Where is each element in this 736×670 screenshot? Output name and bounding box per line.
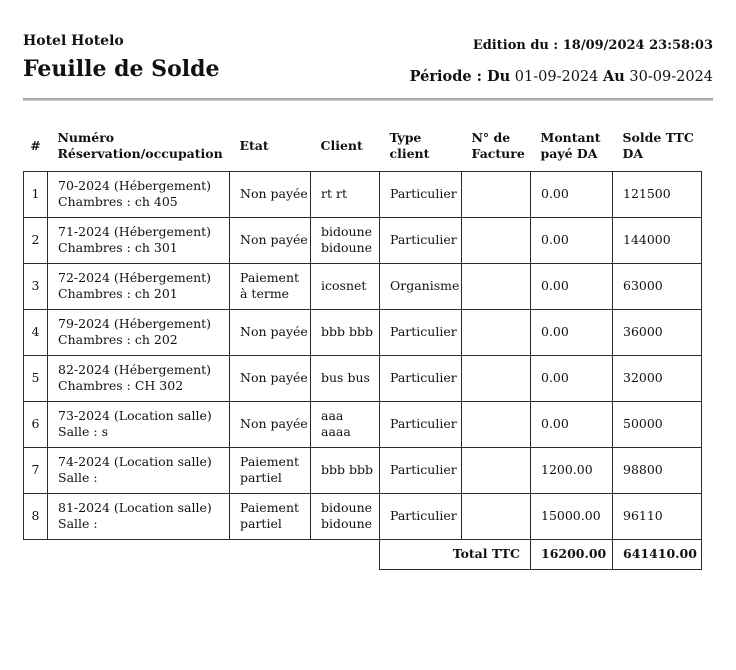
reservation-number: 74-2024 (Location salle) <box>58 453 212 469</box>
column-header-etat: Etat <box>239 137 269 153</box>
table-row <box>24 401 702 447</box>
cell-reservation <box>48 355 230 401</box>
cell-montant_paye: 0.00 <box>531 263 613 309</box>
cell-reservation <box>48 309 230 355</box>
reservation-number: 72-2024 (Hébergement) <box>58 269 212 285</box>
cell-type_client: Particulier <box>380 217 462 263</box>
cell-num: 3 <box>24 263 48 309</box>
header-right <box>410 33 713 85</box>
reservation-detail: Salle : s <box>58 424 108 439</box>
edition-date: Edition du : 18/09/2024 23:58:03 <box>472 38 713 53</box>
reservation-detail: Chambres : ch 202 <box>58 332 178 347</box>
page-title: Feuille de Solde <box>23 56 220 82</box>
cell-solde_ttc: 50000 <box>613 401 702 447</box>
cell-facture <box>462 217 531 263</box>
column-header-client: Client <box>320 137 363 153</box>
report-header <box>23 33 713 85</box>
table-row <box>24 493 702 539</box>
cell-type_client: Particulier <box>380 355 462 401</box>
cell-solde_ttc: 36000 <box>613 309 702 355</box>
cell-client: bus bus <box>311 355 380 401</box>
reservation-detail: Salle : <box>58 470 98 485</box>
cell-montant_paye: 0.00 <box>531 171 613 217</box>
column-header-montant_paye: Montant payé DA <box>540 129 601 161</box>
column-header-type_client: Type client <box>389 129 430 161</box>
cell-montant_paye: 0.00 <box>531 309 613 355</box>
cell-client: bidoune bidoune <box>311 493 380 539</box>
cell-etat: Non payée <box>230 401 311 447</box>
cell-type_client: Particulier <box>380 171 462 217</box>
cell-solde_ttc: 121500 <box>613 171 702 217</box>
cell-facture <box>462 263 531 309</box>
cell-num: 7 <box>24 447 48 493</box>
periode-line <box>410 68 713 85</box>
column-header-solde_ttc: Solde TTC DA <box>622 129 694 161</box>
cell-etat: Non payée <box>230 355 311 401</box>
table-header-row <box>24 127 702 171</box>
total-ttc-label: Total TTC <box>380 539 531 569</box>
table-row <box>24 217 702 263</box>
table-header <box>24 127 702 171</box>
cell-client: rt rt <box>311 171 380 217</box>
cell-etat: Paiement à terme <box>230 263 311 309</box>
header-left <box>23 33 219 82</box>
header-divider <box>23 98 713 101</box>
reservation-number: 73-2024 (Location salle) <box>58 407 212 423</box>
cell-montant_paye: 0.00 <box>531 217 613 263</box>
cell-reservation <box>48 263 230 309</box>
cell-type_client: Particulier <box>380 447 462 493</box>
cell-montant_paye: 1200.00 <box>531 447 613 493</box>
cell-facture <box>462 171 531 217</box>
cell-reservation <box>48 401 230 447</box>
table-row <box>24 309 702 355</box>
periode-date-to: 30-09-2024 <box>629 69 713 85</box>
cell-facture <box>462 355 531 401</box>
cell-solde_ttc: 63000 <box>613 263 702 309</box>
table-row <box>24 447 702 493</box>
table-row <box>24 355 702 401</box>
total-row-spacer <box>24 539 380 569</box>
cell-client: aaa aaaa <box>311 401 380 447</box>
cell-num: 1 <box>24 171 48 217</box>
cell-montant_paye: 0.00 <box>531 355 613 401</box>
column-header-reservation: Numéro Réservation/occupation <box>57 129 223 161</box>
cell-num: 4 <box>24 309 48 355</box>
reservation-number: 81-2024 (Location salle) <box>58 499 212 515</box>
column-header-facture: N° de Facture <box>471 129 525 161</box>
cell-solde_ttc: 98800 <box>613 447 702 493</box>
cell-facture <box>462 401 531 447</box>
cell-reservation <box>48 447 230 493</box>
reservation-number: 70-2024 (Hébergement) <box>58 177 212 193</box>
reservation-detail: Chambres : CH 302 <box>58 378 184 393</box>
cell-num: 5 <box>24 355 48 401</box>
reservation-number: 79-2024 (Hébergement) <box>58 315 212 331</box>
cell-etat: Non payée <box>230 309 311 355</box>
reservation-number: 82-2024 (Hébergement) <box>58 361 212 377</box>
cell-etat: Non payée <box>230 171 311 217</box>
periode-au-label: Au <box>602 68 625 85</box>
cell-reservation <box>48 217 230 263</box>
reservation-detail: Chambres : ch 201 <box>58 286 178 301</box>
cell-type_client: Particulier <box>380 401 462 447</box>
cell-client: bbb bbb <box>311 447 380 493</box>
periode-label: Période : Du <box>409 68 511 85</box>
cell-client: bidoune bidoune <box>311 217 380 263</box>
cell-etat: Paiement partiel <box>230 447 311 493</box>
cell-facture <box>462 493 531 539</box>
reservation-number: 71-2024 (Hébergement) <box>58 223 212 239</box>
cell-montant_paye: 0.00 <box>531 401 613 447</box>
cell-montant_paye: 15000.00 <box>531 493 613 539</box>
cell-num: 8 <box>24 493 48 539</box>
cell-num: 2 <box>24 217 48 263</box>
reservation-detail: Chambres : ch 301 <box>58 240 178 255</box>
cell-solde_ttc: 32000 <box>613 355 702 401</box>
cell-type_client: Organisme <box>380 263 462 309</box>
cell-client: bbb bbb <box>311 309 380 355</box>
cell-type_client: Particulier <box>380 309 462 355</box>
hotel-name: Hotel Hotelo <box>23 33 124 49</box>
cell-client: icosnet <box>311 263 380 309</box>
cell-solde_ttc: 96110 <box>613 493 702 539</box>
cell-type_client: Particulier <box>380 493 462 539</box>
cell-facture <box>462 447 531 493</box>
total-row <box>24 539 702 569</box>
cell-num: 6 <box>24 401 48 447</box>
periode-date-from: 01-09-2024 <box>514 69 599 85</box>
solde-table <box>23 127 702 570</box>
reservation-detail: Salle : <box>58 516 98 531</box>
total-solde-ttc: 641410.00 <box>613 539 702 569</box>
cell-reservation <box>48 171 230 217</box>
cell-reservation <box>48 493 230 539</box>
column-header-num: # <box>30 137 41 153</box>
table-body <box>24 171 702 569</box>
cell-facture <box>462 309 531 355</box>
reservation-detail: Chambres : ch 405 <box>58 194 178 209</box>
table-row <box>24 263 702 309</box>
cell-etat: Non payée <box>230 217 311 263</box>
cell-etat: Paiement partiel <box>230 493 311 539</box>
cell-solde_ttc: 144000 <box>613 217 702 263</box>
total-montant-paye: 16200.00 <box>531 539 613 569</box>
table-row <box>24 171 702 217</box>
